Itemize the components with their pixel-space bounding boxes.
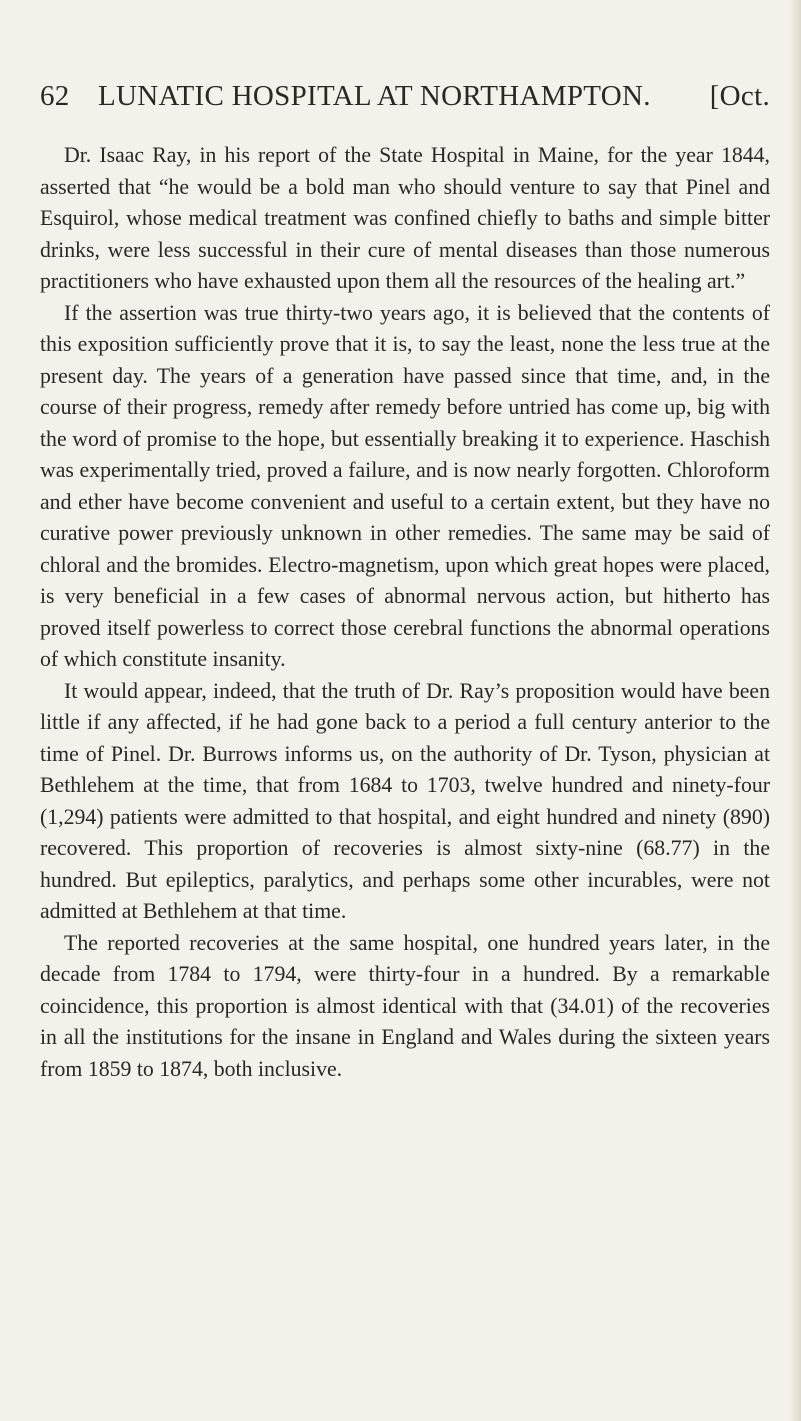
paragraph-1: Dr. Isaac Ray, in his report of the State Hospital in Maine, for the year 1844, asserted that “he would be a bold man who should venture to say that Pinel and Esquirol, whose medical treatment was confined chiefly to baths and simple bitter drinks, were less successful in their cure of mental diseases than those numerous practitioners who have exhausted upon them all the resources of the healing art.” [40,143,770,293]
paragraph-2: If the assertion was true thirty-two years ago, it is believed that the contents of this exposition sufficiently prove that it is, to say the least, none the less true at the present day. The years of a generation have passed since that time, and, in the course of their progress, remedy after remedy before untried has come up, big with the word of promise to the hope, but essentially breaking it to experience. Haschish was experimentally tried, proved a failure, and is now nearly forgotten. Chloroform and ether have become convenient and useful to a certain extent, but they have no curative power previously unknown in other remedies. The same may be said of chloral and the bromides. Electro-magnetism, upon which great hopes were placed, is very beneficial in a few cases of abnormal nervous action, but hitherto has proved itself powerless to correct those cerebral functions the abnormal operations of which constitute insanity. [40,300,770,671]
paragraph-3: It would appear, indeed, that the truth of Dr. Ray’s proposition would have been little if any affected, if he had gone back to a period a full century anterior to the time of Pinel. Dr. Burrows informs us, on the authority of Dr. Tyson, physician at Bethlehem at the time, that from 1684 to 1703, twelve hundred and ninety-four (1,294) patients were admitted to that hospital, and eight hundred and ninety (890) recovered. This proportion of recoveries is almost sixty-nine (68.77) in the hundred. But epileptics, paralytics, and perhaps some other incurables, were not admitted at Bethlehem at that time. [40,678,770,923]
running-header [40,80,770,120]
page-number: 62 [40,80,70,112]
body-text [40,140,770,1085]
page-edge-shadow [789,0,801,1421]
running-title: LUNATIC HOSPITAL AT NORTHAMPTON. [98,80,651,112]
paragraph-4: The reported recoveries at the same hospital, one hundred years later, in the decade from 1784 to 1794, were thirty-four in a hundred. By a remarkable coincidence, this proportion is almost identical with that (34.01) of the recoveries in all the institutions for the insane in England and Wales during the sixteen years from 1859 to 1874, both inclusive. [40,930,770,1081]
date-mark: [Oct. [709,80,770,112]
